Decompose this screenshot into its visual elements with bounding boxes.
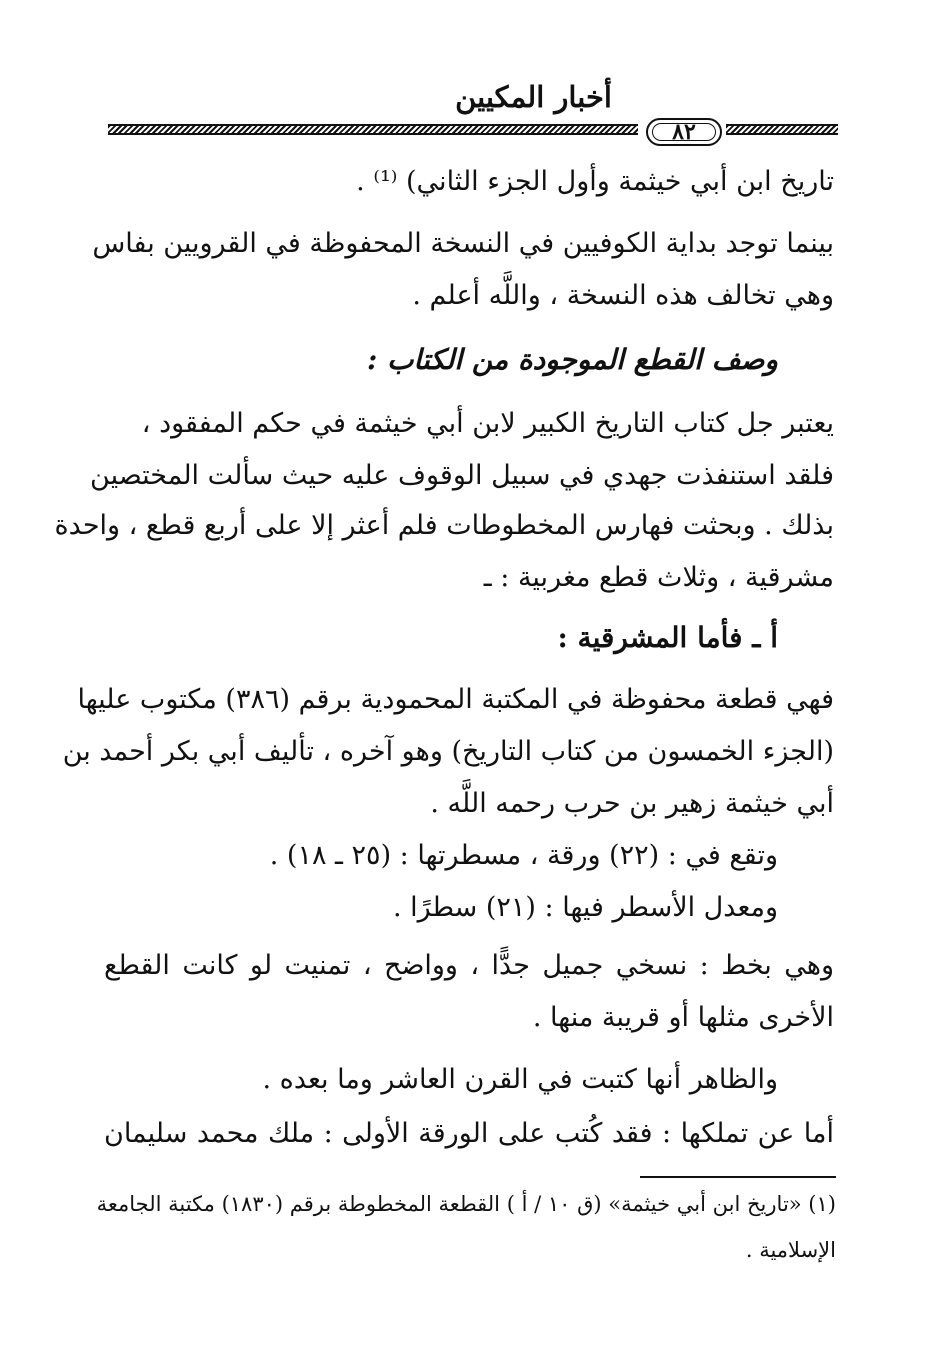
- text-line-12: ومعدل الأسطر فيها : (٢١) سطرًا .: [392, 892, 778, 923]
- text-line-9: (الجزء الخمسون من كتاب التاريخ) وهو آخره ، تأليف أبي بكر أحمد بن: [62, 736, 834, 767]
- running-header-title: أخبار المكيين: [455, 80, 612, 114]
- text-line-4: يعتبر جل كتاب التاريخ الكبير لابن أبي خيثمة في حكم المفقود ،: [141, 408, 834, 439]
- text-line-3: وهي تخالف هذه النسخة ، واللَّه أعلم .: [412, 280, 834, 311]
- text-line-10: أبي خيثمة زهير بن حرب رحمه اللَّه .: [430, 788, 834, 819]
- header-ornament-band: [108, 118, 838, 148]
- header-rule-right: [726, 124, 838, 135]
- section-heading-description: وصف القطع الموجودة من الكتاب :: [366, 343, 778, 376]
- text-line-6: بذلك . وبحثت فهارس المخطوطات فلم أعثر إلا على أربع قطع ، واحدة: [54, 510, 834, 541]
- text-line-15: والظاهر أنها كتبت في القرن العاشر وما بعده .: [262, 1064, 778, 1095]
- header-rule-left: [108, 124, 638, 135]
- text-line-11: وتقع في : (٢٢) ورقة ، مسطرتها : (٢٥ ـ ١٨) .: [269, 840, 778, 871]
- text-line-13: وهي بخط : نسخي جميل جدًّا ، وواضح ، تمنيت لو كانت القطع: [104, 950, 834, 981]
- page-number-badge: ٨٢: [646, 118, 722, 146]
- text-line-16: أما عن تملكها : فقد كُتب على الورقة الأولى : ملك محمد سليمان: [104, 1118, 834, 1149]
- text-line-7: مشرقية ، وثلاث قطع مغربية : ـ: [483, 562, 834, 593]
- footnote-line-2: الإسلامية .: [745, 1238, 836, 1262]
- text-line-5: فلقد استنفذت جهدي في سبيل الوقوف عليه حيث سألت المختصين: [90, 460, 834, 491]
- text-line-2: بينما توجد بداية الكوفيين في النسخة المحفوظة في القرويين بفاس: [92, 228, 834, 259]
- text-line-14: الأخرى مثلها أو قريبة منها .: [532, 1002, 834, 1033]
- section-heading-eastern: أ ـ فأما المشرقية :: [557, 621, 778, 654]
- footnote-line-1: (١) «تاريخ ابن أبي خيثمة» (ق ١٠ / أ ) القطعة المخطوطة برقم (١٨٣٠) مكتبة الجامعة: [96, 1192, 836, 1216]
- text-line-1: تاريخ ابن أبي خيثمة وأول الجزء الثاني) ⁽¹⁾ .: [356, 166, 834, 197]
- text-line-8: فهي قطعة محفوظة في المكتبة المحمودية برقم (٣٨٦) مكتوب عليها: [77, 684, 834, 715]
- footnote-separator: [640, 1176, 836, 1178]
